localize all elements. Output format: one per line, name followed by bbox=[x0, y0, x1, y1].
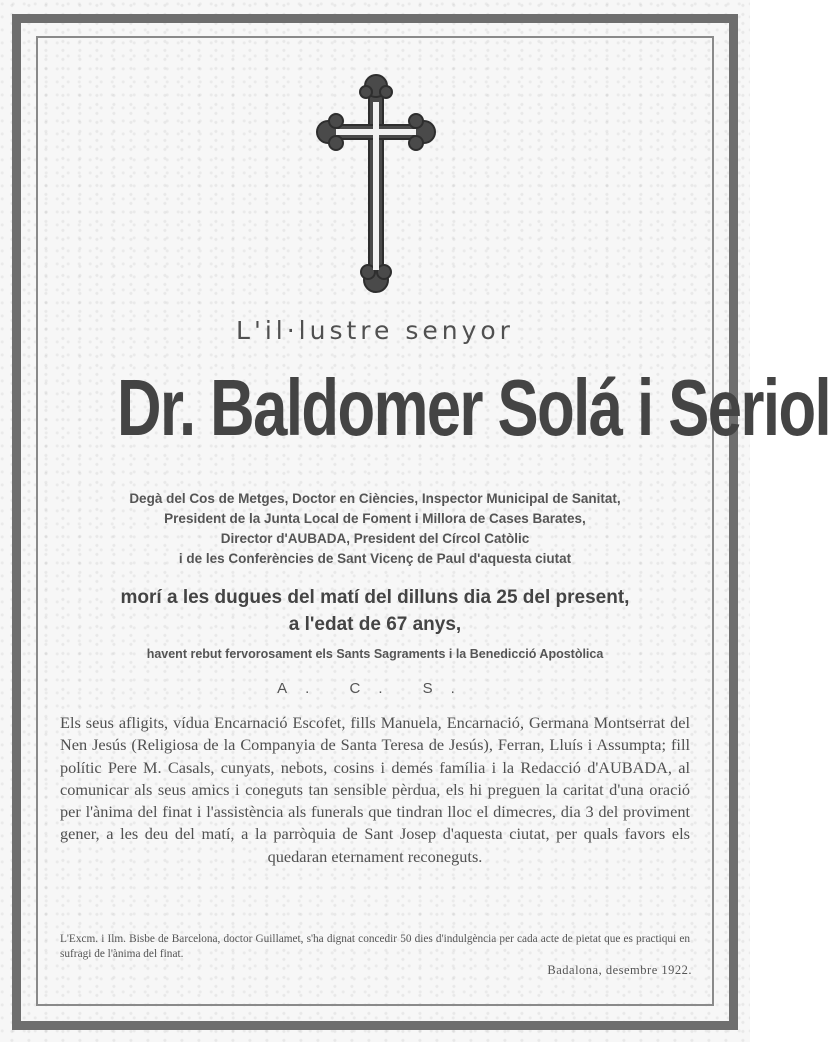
cross-icon bbox=[316, 72, 436, 296]
titles-block bbox=[40, 489, 710, 569]
indulgence-note: L'Excm. i Ilm. Bisbe de Barcelona, doctor Guillamet, s'ha dignat concedir 50 dies d'indulgència per cada acte de pietat que es practiqui en sufragi de l'ànima del finat. bbox=[60, 933, 690, 960]
age-line: a l'edat de 67 anys, bbox=[288, 614, 462, 635]
title-line: Degà del Cos de Metges, Doctor en Ciències, Inspector Municipal de Sanitat, bbox=[129, 491, 621, 506]
death-statement bbox=[40, 584, 710, 638]
deceased-name: Dr. Baldomer Solá i Seriol bbox=[117, 363, 830, 452]
title-line: i de les Conferències de Sant Vicenç de Paul d'aquesta ciutat bbox=[178, 551, 572, 566]
intro-line: L'il·lustre senyor bbox=[236, 316, 514, 345]
death-line: morí a les dugues del matí del dilluns dia 25 del present, bbox=[120, 587, 630, 608]
place-date: Badalona, desembre 1922. bbox=[547, 963, 692, 977]
aos-line: A. C. S. bbox=[277, 680, 473, 697]
sacraments-line: havent rebut fervorosament els Sants Sagraments i la Benedicció Apostòlica bbox=[146, 647, 604, 661]
title-line: Director d'AUBADA, President del Círcol Catòlic bbox=[220, 531, 530, 546]
family-announcement: Els seus afligits, vídua Encarnació Escofet, fills Manuela, Encarnació, Germana Montserrat del Nen Jesús (Religiosa de la Companyia de Santa Teresa de Jesús), Ferran, Lluís i Assumpta; fill polític Pere M. Casals, cunyats, nebots, cosins i demés família i la Redacció d'AUBADA, al comunicar als seus amics i coneguts tan sensible pèrdua, els hi preguen la caritat d'una oració per l'ànima del finat i l'assistència als funerals que tindran lloc el dimecres, dia 3 del proviment gener, a les deu del matí, a la parròquia de Sant Josep d'aquesta ciutat, per quals favors els quedaran eternament reconeguts. bbox=[60, 713, 690, 866]
title-line: President de la Junta Local de Foment i Millora de Cases Barates, bbox=[164, 511, 586, 526]
